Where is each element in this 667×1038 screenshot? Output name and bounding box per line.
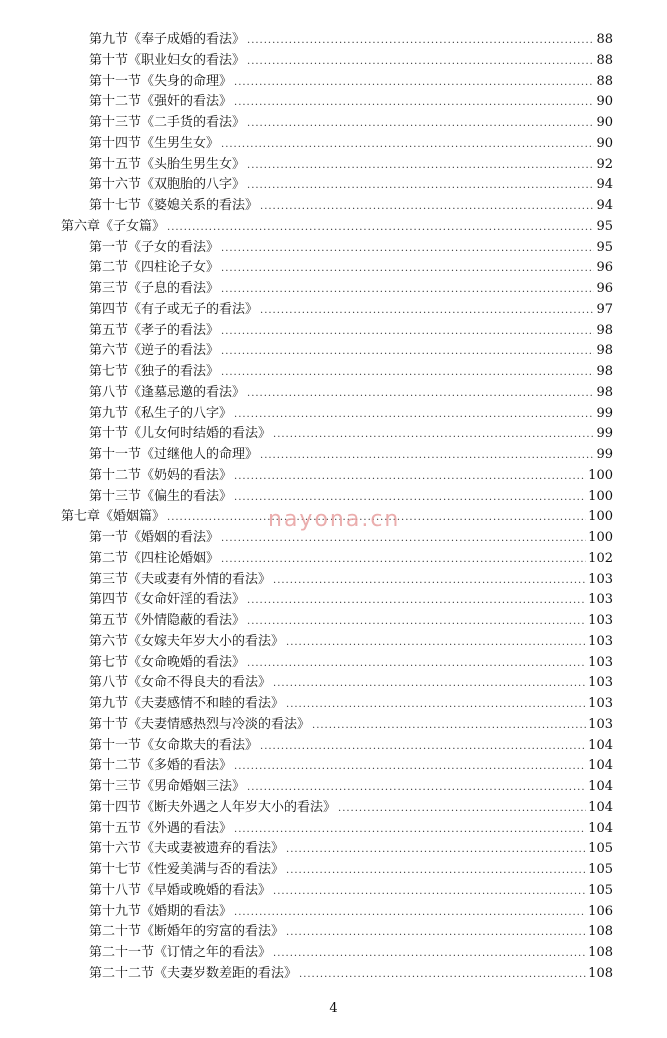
toc-entry-page: 90: [596, 135, 613, 151]
toc-entry-page: 104: [588, 737, 613, 753]
toc-entry-title: 第十一节《过继他人的命理》: [89, 447, 259, 462]
toc-entry-page: 104: [588, 820, 613, 836]
toc-entry-title: 第十二节《多婚的看法》: [89, 758, 233, 774]
toc-section-entry[interactable]: [0, 756, 667, 777]
toc-leader-dots: [260, 446, 594, 467]
toc-entry-title: 第十一节《女命欺夫的看法》: [89, 737, 259, 753]
toc-leader-dots: [247, 612, 586, 633]
toc-section-entry[interactable]: [0, 466, 667, 487]
toc-leader-dots: [247, 52, 594, 73]
toc-entry-page: 104: [588, 799, 613, 815]
toc-entry-page: 102: [588, 550, 613, 566]
toc-entry-title: 第三节《夫或妻有外情的看法》: [89, 571, 272, 587]
toc-entry-page: 94: [596, 177, 613, 193]
toc-entry-page: 100: [588, 530, 613, 545]
toc-entry-title: 第十七节《婆媳关系的看法》: [89, 198, 259, 213]
toc-entry-page: 108: [588, 965, 613, 981]
toc-entry-page: 95: [596, 239, 613, 255]
toc-leader-dots: [273, 425, 594, 446]
toc-section-entry[interactable]: [0, 383, 667, 404]
toc-leader-dots: [260, 737, 586, 758]
toc-entry-page: 105: [588, 882, 613, 898]
toc-section-entry[interactable]: [0, 570, 667, 591]
toc-entry-page: 103: [588, 592, 613, 608]
toc-leader-dots: [286, 695, 586, 716]
toc-entry-page: 96: [596, 281, 613, 296]
toc-entry-page: 99: [596, 405, 613, 421]
toc-entry-title: 第二节《四柱论婚姻》: [89, 550, 220, 566]
toc-leader-dots: [221, 363, 594, 384]
toc-entry-title: 第十节《儿女何时结婚的看法》: [89, 426, 272, 442]
toc-entry-page: 98: [596, 322, 613, 338]
toc-leader-dots: [167, 218, 594, 239]
toc-entry-title: 第六节《逆子的看法》: [89, 343, 220, 359]
toc-section-entry[interactable]: [0, 653, 667, 674]
toc-section-entry[interactable]: [0, 902, 667, 923]
toc-entry-page: 100: [588, 509, 613, 525]
toc-entry-title: 第十节《职业妇女的看法》: [89, 52, 246, 68]
toc-chapter-entry[interactable]: [0, 217, 667, 238]
watermark: nayona.cn: [268, 507, 401, 532]
toc-leader-dots: [234, 820, 586, 841]
toc-entry-page: 99: [596, 426, 613, 442]
toc-entry-page: 103: [588, 571, 613, 587]
toc-entry-page: 100: [588, 488, 613, 504]
page-number: 4: [329, 1001, 338, 1016]
toc-entry-title: 第四节《女命奸淫的看法》: [89, 592, 246, 608]
toc-leader-dots: [260, 197, 594, 218]
toc-leader-dots: [221, 280, 594, 301]
toc-entry-title: 第十节《夫妻情感热烈与冷淡的看法》: [89, 716, 311, 732]
toc-entry-title: 第九节《私生子的八字》: [89, 405, 233, 421]
toc-leader-dots: [247, 384, 594, 405]
toc-leader-dots: [286, 633, 586, 654]
toc-section-entry[interactable]: [0, 777, 667, 798]
toc-entry-page: 96: [596, 260, 613, 276]
toc-leader-dots: [286, 861, 586, 882]
toc-section-entry[interactable]: [0, 341, 667, 362]
toc-leader-dots: [221, 322, 594, 343]
toc-section-entry[interactable]: [0, 839, 667, 860]
toc-entry-page: 103: [588, 654, 613, 670]
toc-section-entry[interactable]: [0, 445, 667, 466]
toc-entry-title: 第六节《女嫁夫年岁大小的看法》: [89, 633, 285, 649]
toc-leader-dots: [247, 176, 594, 197]
toc-entry-title: 第十一节《失身的命理》: [89, 73, 233, 89]
toc-leader-dots: [286, 840, 586, 861]
toc-entry-page: 103: [588, 696, 613, 711]
toc-leader-dots: [234, 73, 594, 94]
toc-section-entry[interactable]: [0, 362, 667, 383]
toc-section-entry[interactable]: [0, 798, 667, 819]
toc-entry-title: 第一节《子女的看法》: [89, 239, 220, 255]
toc-entry-page: 104: [588, 758, 613, 774]
toc-section-entry[interactable]: [0, 404, 667, 425]
toc-section-entry[interactable]: [0, 922, 667, 943]
toc-entry-page: 108: [588, 945, 613, 960]
toc-section-entry[interactable]: [0, 694, 667, 715]
toc-section-entry[interactable]: [0, 860, 667, 881]
toc-section-entry[interactable]: [0, 943, 667, 964]
toc-leader-dots: [234, 467, 586, 488]
toc-section-entry[interactable]: [0, 72, 667, 93]
toc-entry-page: 94: [596, 198, 613, 213]
toc-section-entry[interactable]: [0, 196, 667, 217]
toc-entry-title: 第九节《奉子成婚的看法》: [89, 32, 246, 47]
toc-section-entry[interactable]: [0, 424, 667, 445]
toc-entry-page: 99: [596, 447, 613, 462]
toc-leader-dots: [234, 903, 586, 924]
toc-section-entry[interactable]: [0, 155, 667, 176]
toc-leader-dots: [247, 31, 594, 52]
toc-entry-title: 第二十节《断婚年的穷富的看法》: [89, 924, 285, 940]
toc-entry-title: 第二节《四柱论子女》: [89, 260, 220, 276]
toc-entry-page: 103: [588, 633, 613, 649]
toc-entry-title: 第七节《女命晚婚的看法》: [89, 654, 246, 670]
toc-leader-dots: [221, 259, 594, 280]
toc-leader-dots: [247, 156, 594, 177]
toc-entry-page: 105: [588, 841, 613, 857]
toc-leader-dots: [299, 965, 586, 986]
toc-leader-dots: [247, 654, 586, 675]
toc-section-entry[interactable]: [0, 487, 667, 508]
toc-entry-title: 第二十二节《夫妻岁数差距的看法》: [89, 965, 298, 981]
toc-leader-dots: [234, 757, 586, 778]
toc-leader-dots: [286, 923, 586, 944]
toc-section-entry[interactable]: [0, 549, 667, 570]
toc-entry-page: 98: [596, 343, 613, 359]
toc-leader-dots: [221, 239, 594, 260]
toc-leader-dots: [273, 674, 586, 695]
toc-entry-title: 第十六节《双胞胎的八字》: [89, 177, 246, 193]
toc-leader-dots: [312, 716, 586, 737]
toc-entry-title: 第五节《孝子的看法》: [89, 322, 220, 338]
toc-entry-title: 第一节《婚姻的看法》: [89, 530, 220, 545]
toc-section-entry[interactable]: [0, 715, 667, 736]
toc-entry-page: 90: [596, 115, 613, 130]
toc-entry-title: 第二十一节《订情之年的看法》: [89, 945, 272, 960]
toc-section-entry[interactable]: [0, 51, 667, 72]
toc-leader-dots: [234, 488, 586, 509]
toc-entry-title: 第十五节《头胎生男生女》: [89, 156, 246, 172]
toc-leader-dots: [273, 944, 586, 965]
toc-entry-page: 88: [596, 73, 613, 89]
toc-entry-title: 第十四节《生男生女》: [89, 135, 220, 151]
toc-leader-dots: [260, 301, 594, 322]
toc-entry-page: 90: [596, 94, 613, 110]
toc-entry-title: 第七节《独子的看法》: [89, 364, 220, 379]
toc-entry-title: 第八节《逢墓忌邀的看法》: [89, 384, 246, 400]
toc-entry-title: 第十二节《奶妈的看法》: [89, 467, 233, 483]
toc-section-entry[interactable]: [0, 134, 667, 155]
toc-entry-page: 98: [596, 364, 613, 379]
toc-entry-page: 88: [596, 52, 613, 68]
toc-entry-title: 第七章《婚姻篇》: [61, 509, 166, 525]
toc-leader-dots: [234, 93, 594, 114]
toc-entry-page: 92: [596, 156, 613, 172]
toc-leader-dots: [221, 135, 594, 156]
toc-entry-page: 103: [588, 613, 613, 628]
toc-entry-page: 105: [588, 862, 613, 877]
toc-entry-page: 97: [596, 301, 613, 317]
toc-section-entry[interactable]: [0, 736, 667, 757]
toc-entry-page: 100: [588, 467, 613, 483]
toc-leader-dots: [247, 114, 594, 135]
toc-entry-title: 第四节《有子或无子的看法》: [89, 301, 259, 317]
toc-entry-title: 第十五节《外遇的看法》: [89, 820, 233, 836]
toc-entry-page: 106: [588, 903, 613, 919]
toc-entry-title: 第十七节《性爱美满与否的看法》: [89, 862, 285, 877]
toc-entry-page: 95: [596, 218, 613, 234]
toc-entry-title: 第十二节《强奸的看法》: [89, 94, 233, 110]
toc-section-entry[interactable]: [0, 611, 667, 632]
toc-entry-page: 88: [596, 32, 613, 47]
toc-leader-dots: [247, 591, 586, 612]
toc-leader-dots: [273, 882, 586, 903]
toc-entry-title: 第十九节《婚期的看法》: [89, 903, 233, 919]
toc-entry-title: 第五节《外情隐蔽的看法》: [89, 613, 246, 628]
toc-entry-title: 第三节《子息的看法》: [89, 281, 220, 296]
toc-entry-title: 第十六节《夫或妻被遗弃的看法》: [89, 841, 285, 857]
toc-entry-page: 108: [588, 924, 613, 940]
toc-entry-page: 98: [596, 384, 613, 400]
toc-section-entry[interactable]: [0, 590, 667, 611]
toc-section-entry[interactable]: [0, 175, 667, 196]
toc-section-entry[interactable]: [0, 819, 667, 840]
toc-leader-dots: [234, 405, 594, 426]
toc-entry-title: 第十三节《男命婚姻三法》: [89, 779, 246, 794]
toc-entry-page: 103: [588, 675, 613, 691]
toc-section-entry[interactable]: [0, 632, 667, 653]
toc-entry-page: 103: [588, 716, 613, 732]
toc-section-entry[interactable]: [0, 279, 667, 300]
toc-entry-title: 第十三节《偏生的看法》: [89, 488, 233, 504]
toc-entry-title: 第六章《子女篇》: [61, 218, 166, 234]
toc-leader-dots: [221, 529, 586, 550]
toc-section-entry[interactable]: [0, 113, 667, 134]
toc-section-entry[interactable]: [0, 30, 667, 51]
toc-section-entry[interactable]: [0, 673, 667, 694]
toc-leader-dots: [273, 571, 586, 592]
toc-leader-dots: [221, 550, 586, 571]
toc-leader-dots: [338, 799, 586, 820]
toc-entry-title: 第十四节《断夫外遇之人年岁大小的看法》: [89, 799, 337, 815]
toc-section-entry[interactable]: [0, 258, 667, 279]
toc-leader-dots: [221, 342, 594, 363]
toc-entry-page: 104: [588, 779, 613, 794]
toc-leader-dots: [247, 778, 586, 799]
toc-section-entry[interactable]: [0, 964, 667, 985]
toc-entry-title: 第十八节《早婚或晚婚的看法》: [89, 882, 272, 898]
toc-entry-title: 第十三节《二手货的看法》: [89, 115, 246, 130]
toc-section-entry[interactable]: [0, 238, 667, 259]
toc-entry-title: 第八节《女命不得良夫的看法》: [89, 675, 272, 691]
toc-section-entry[interactable]: [0, 881, 667, 902]
toc-entry-title: 第九节《夫妻感情不和睦的看法》: [89, 696, 285, 711]
toc-section-entry[interactable]: [0, 321, 667, 342]
toc-section-entry[interactable]: [0, 300, 667, 321]
toc-section-entry[interactable]: [0, 92, 667, 113]
